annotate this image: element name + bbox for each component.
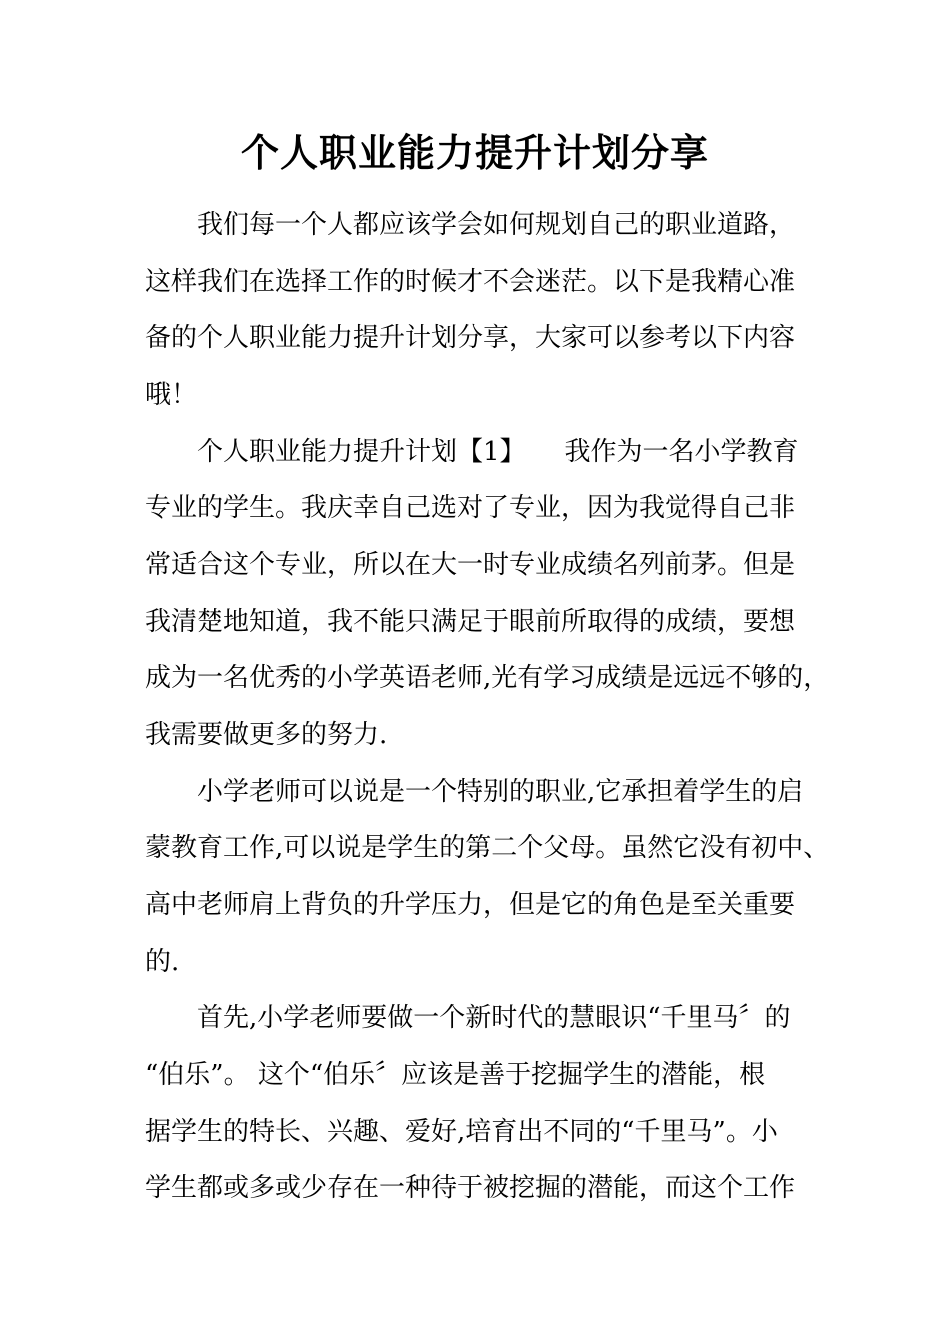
document-title: 个人职业能力提升计划分享 [240, 130, 709, 175]
body-line: 蒙教育工作,可以说是学生的第二个父母。虽然它没有初中、 [145, 833, 830, 863]
body-line: 高中老师肩上背负的升学压力，但是它的角色是至关重要 [145, 890, 796, 920]
body-line: 我们每一个人都应该学会如何规划自己的职业道路， [197, 210, 796, 240]
body-line: 的. [145, 947, 180, 977]
body-line: 成为一名优秀的小学英语老师,光有学习成绩是远远不够的， [145, 663, 830, 693]
body-line: 我需要做更多的努力. [145, 720, 388, 750]
body-line: 这样我们在选择工作的时候才不会迷茫。以下是我精心准 [145, 267, 796, 297]
body-line: “伯乐”。 这个“伯乐〞应该是善于挖掘学生的潜能，根 [145, 1060, 766, 1090]
body-line: 备的个人职业能力提升计划分享，大家可以参考以下内容 [145, 323, 796, 353]
body-line: 我清楚地知道，我不能只满足于眼前所取得的成绩，要想 [145, 607, 796, 637]
body-line: 哦！ [145, 380, 198, 410]
body-line: 小学老师可以说是一个特别的职业,它承担着学生的启 [197, 777, 804, 807]
body-line: 个人职业能力提升计划【1】 我作为一名小学教育 [197, 437, 799, 467]
body-line: 专业的学生。我庆幸自己选对了专业，因为我觉得自己非 [145, 493, 796, 523]
body-line: 据学生的特长、兴趣、爱好,培育出不同的“千里马”。小 [145, 1117, 778, 1147]
body-line: 学生都或多或少存在一种待于被挖掘的潜能，而这个工作 [145, 1173, 796, 1203]
body-line: 常适合这个专业，所以在大一时专业成绩名列前茅。但是 [145, 550, 796, 580]
body-line: 首先,小学老师要做一个新时代的慧眼识“千里马〞的 [197, 1003, 791, 1033]
